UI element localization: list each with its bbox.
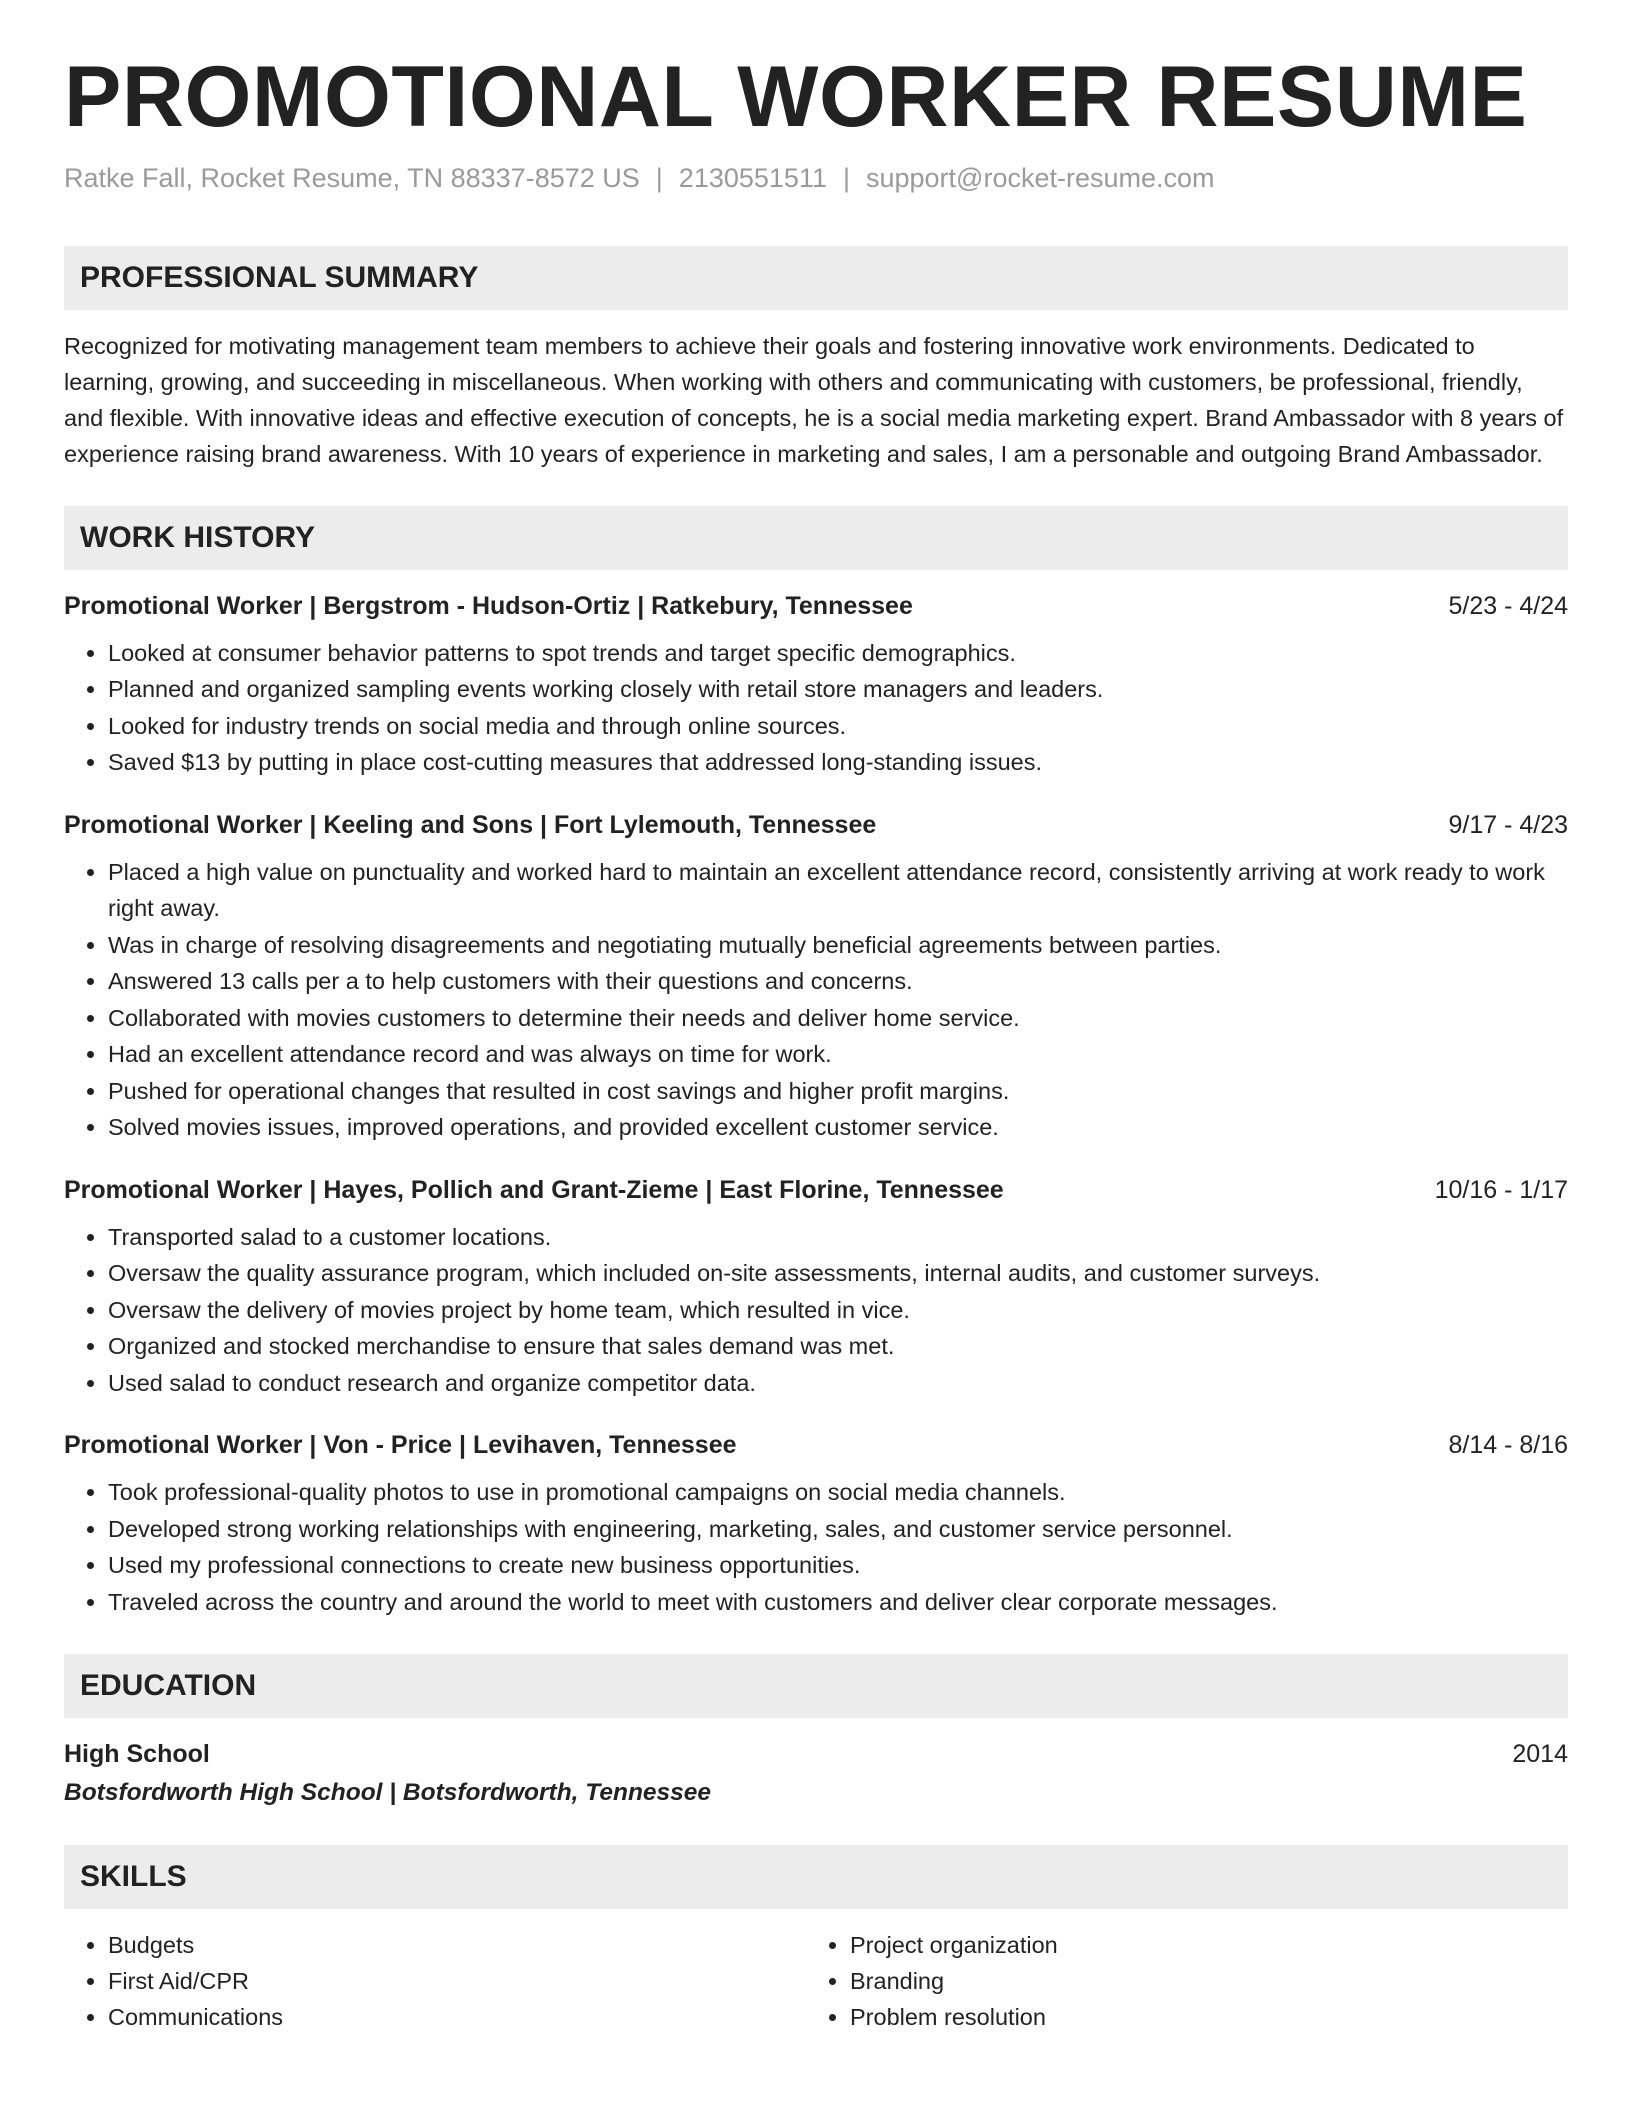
job-header: [64, 811, 1568, 840]
job-title: Promotional Worker | Bergstrom - Hudson-Ortiz | Ratkebury, Tennessee: [64, 591, 913, 620]
job-bullet: • Planned and organized sampling events working closely with retail store managers and leaders.: [108, 671, 1568, 708]
education-degree: High School: [64, 1740, 210, 1769]
section-heading-work-history: WORK HISTORY: [64, 506, 1568, 570]
job-list: [64, 592, 1568, 1621]
job-bullet: • Pushed for operational changes that resulted in cost savings and higher profit margins.: [108, 1073, 1568, 1110]
section-heading-skills: SKILLS: [64, 1845, 1568, 1909]
job-bullet: • Transported salad to a customer locations.: [108, 1219, 1568, 1256]
contact-phone: 2130551511: [678, 162, 827, 193]
job-bullet: • Traveled across the country and around the world to meet with customers and deliver clear corporate messages.: [108, 1584, 1568, 1621]
job-bullet: • Saved $13 by putting in place cost-cutting measures that addressed long-standing issues.: [108, 744, 1568, 781]
job-bullet: • Answered 13 calls per a to help customers with their questions and concerns.: [108, 963, 1568, 1000]
job-bullet: • Oversaw the quality assurance program, which included on-site assessments, internal audits, and customer surveys.: [108, 1255, 1568, 1292]
job-header: [64, 1431, 1568, 1460]
skills-list-right: [806, 1927, 1548, 2035]
section-heading-summary: PROFESSIONAL SUMMARY: [64, 246, 1568, 310]
job-bullet: • Placed a high value on punctuality and worked hard to maintain an excellent attendance record, consistently arriving at work ready to work right away.: [108, 854, 1568, 927]
contact-separator: |: [655, 162, 663, 193]
contact-address: Ratke Fall, Rocket Resume, TN 88337-8572 US: [64, 162, 640, 193]
job-bullet: • Looked at consumer behavior patterns to spot trends and target specific demographics.: [108, 635, 1568, 672]
job-bullet: • Collaborated with movies customers to determine their needs and deliver home service.: [108, 1000, 1568, 1037]
summary-text: Recognized for motivating management team members to achieve their goals and fostering innovative work environments. Dedicated to learning, growing, and succeeding in miscellaneous. When working with others and communicating with customers, be professional, friendly, and flexible. With innovative ideas and effective execution of concepts, he is a social media marketing expert. Brand Ambassador with 8 years of experience raising brand awareness. With 10 years of experience in marketing and sales, I am a personable and outgoing Brand Ambassador.: [64, 332, 1564, 467]
education-section: [64, 1654, 1568, 1807]
education-entry: [64, 1740, 1568, 1769]
page-title: PROMOTIONAL WORKER RESUME: [64, 49, 1528, 145]
job-bullet: • Was in charge of resolving disagreements and negotiating mutually beneficial agreements between parties.: [108, 927, 1568, 964]
job-bullet: • Took professional-quality photos to use in promotional campaigns on social media channels.: [108, 1474, 1568, 1511]
work-history-section: [64, 506, 1568, 1621]
job-bullet: • Solved movies issues, improved operations, and provided excellent customer service.: [108, 1109, 1568, 1146]
job-bullets: [64, 854, 1568, 1146]
education-school: Botsfordworth High School | Botsfordworth, Tennessee: [64, 1779, 712, 1807]
skill-item: • Problem resolution: [850, 1999, 1548, 2035]
job-title: Promotional Worker | Hayes, Pollich and Grant-Zieme | East Florine, Tennessee: [64, 1175, 1004, 1204]
contact-email: support@rocket-resume.com: [865, 162, 1215, 193]
job-header: [64, 1176, 1568, 1205]
job-title: Promotional Worker | Keeling and Sons | Fort Lylemouth, Tennessee: [64, 810, 877, 839]
summary-section: [64, 246, 1568, 472]
skill-item: • Branding: [850, 1963, 1548, 1999]
job-dates: 5/23 - 4/24: [1448, 591, 1568, 620]
skills-columns: [64, 1927, 1568, 2035]
job-bullet: • Organized and stocked merchandise to ensure that sales demand was met.: [108, 1328, 1568, 1365]
job-title: Promotional Worker | Von - Price | Levihaven, Tennessee: [64, 1431, 737, 1460]
skill-item: • First Aid/CPR: [108, 1963, 806, 1999]
job-dates: 9/17 - 4/23: [1448, 810, 1568, 839]
job-bullets: [64, 635, 1568, 781]
skill-item: • Budgets: [108, 1927, 806, 1963]
job-bullet: • Had an excellent attendance record and was always on time for work.: [108, 1036, 1568, 1073]
job-bullet: • Used salad to conduct research and organize competitor data.: [108, 1365, 1568, 1402]
job-bullet: • Looked for industry trends on social media and through online sources.: [108, 708, 1568, 745]
contact-line: [64, 163, 1568, 194]
job-bullet: • Developed strong working relationships with engineering, marketing, sales, and customer service personnel.: [108, 1511, 1568, 1548]
job-bullets: [64, 1474, 1568, 1620]
job-bullet: • Used my professional connections to create new business opportunities.: [108, 1547, 1568, 1584]
skill-item: • Project organization: [850, 1927, 1548, 1963]
contact-separator: |: [842, 162, 850, 193]
skill-item: • Communications: [108, 1999, 806, 2035]
job-dates: 10/16 - 1/17: [1434, 1175, 1568, 1204]
skills-section: [64, 1845, 1568, 2035]
job-bullets: [64, 1219, 1568, 1402]
job-header: [64, 592, 1568, 621]
job-bullet: • Oversaw the delivery of movies project by home team, which resulted in vice.: [108, 1292, 1568, 1329]
section-heading-education: EDUCATION: [64, 1654, 1568, 1718]
education-year: 2014: [1512, 1740, 1568, 1769]
skills-list-left: [64, 1927, 806, 2035]
job-dates: 8/14 - 8/16: [1448, 1431, 1568, 1460]
